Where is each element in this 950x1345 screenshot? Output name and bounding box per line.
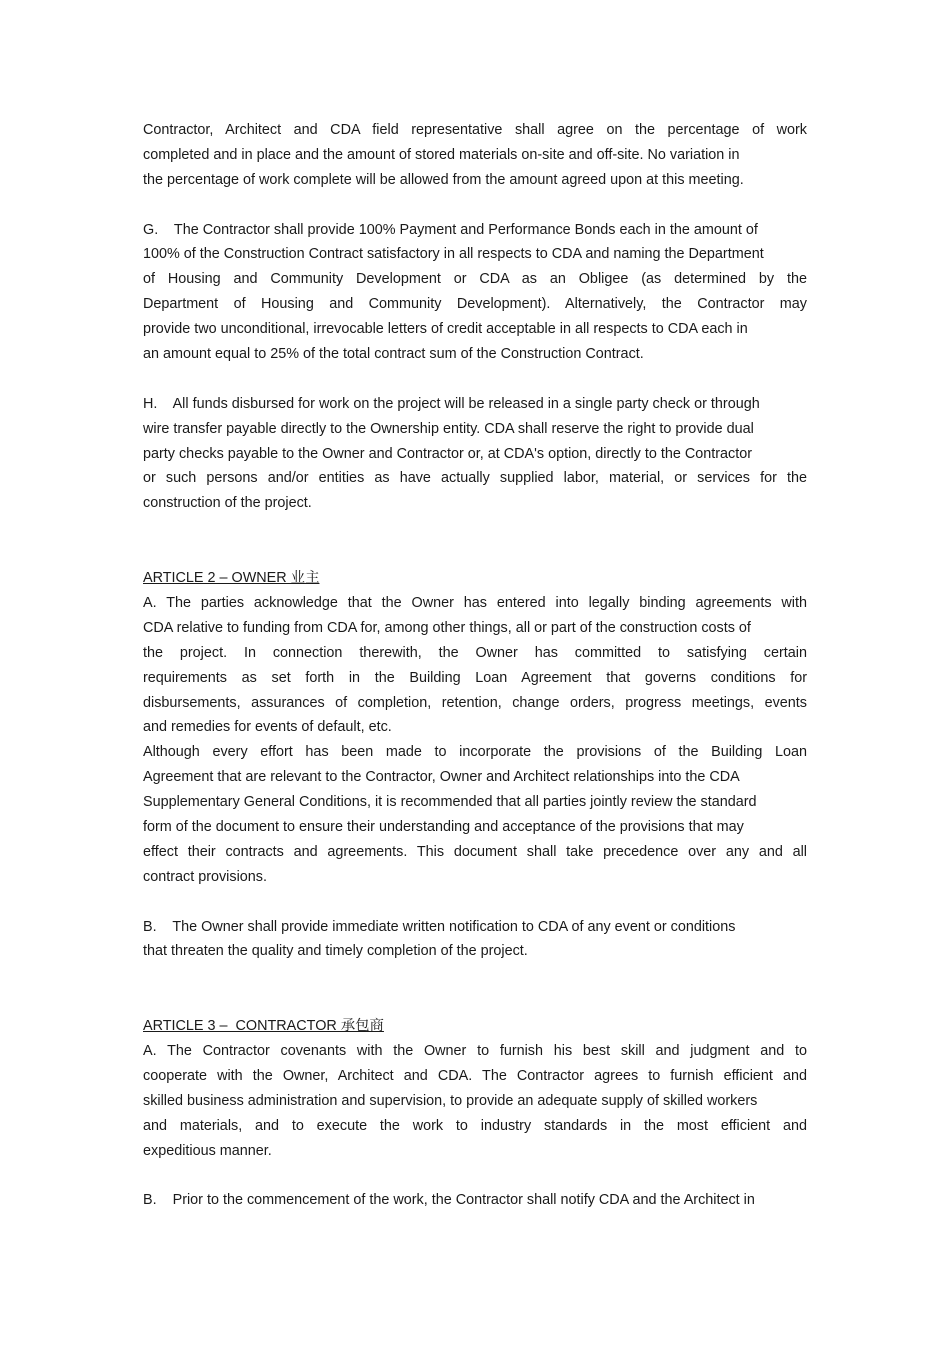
text-line: G. The Contractor shall provide 100% Payment and Performance Bonds each in the amount of bbox=[143, 221, 758, 238]
text-line: an amount equal to 25% of the total contract sum of the Construction Contract. bbox=[143, 346, 644, 363]
text-line: CDA relative to funding from CDA for, among other things, all or part of the construction costs of bbox=[143, 619, 751, 636]
article-3 bbox=[143, 1014, 807, 1213]
text-line: skilled business administration and supervision, to provide an adequate supply of skilled workers bbox=[143, 1092, 758, 1109]
text-line: Contractor, Architect and CDA field representative shall agree on the percentage of work bbox=[143, 122, 807, 138]
text-line: provide two unconditional, irrevocable letters of credit acceptable in all respects to CDA each in bbox=[143, 321, 748, 338]
text-line: the project. In connection therewith, the Owner has committed to satisfying certain bbox=[143, 644, 807, 661]
article-2 bbox=[143, 566, 807, 964]
paragraph-h bbox=[143, 392, 807, 516]
text-line: effect their contracts and agreements. This document shall take precedence over any and all bbox=[143, 843, 807, 860]
text-line: party checks payable to the Owner and Contractor or, at CDA's option, directly to the Contractor bbox=[143, 445, 753, 462]
text-line: construction of the project. bbox=[143, 495, 312, 512]
text-line: completed and in place and the amount of stored materials on-site and off-site. No variation in bbox=[143, 146, 740, 163]
text-line: wire transfer payable directly to the Ownership entity. CDA shall reserve the right to provide dual bbox=[143, 420, 754, 437]
text-line: requirements as set forth in the Building Loan Agreement that governs conditions for bbox=[143, 669, 807, 686]
text-line: cooperate with the Owner, Architect and CDA. The Contractor agrees to furnish efficient and bbox=[143, 1067, 807, 1084]
text-line: A. The Contractor covenants with the Owner to furnish his best skill and judgment and to bbox=[143, 1042, 807, 1059]
text-line: and remedies for events of default, etc. bbox=[143, 719, 392, 736]
text-line: disbursements, assurances of completion, retention, change orders, progress meetings, events bbox=[143, 694, 807, 711]
text-line: that threaten the quality and timely completion of the project. bbox=[143, 943, 528, 960]
document-page bbox=[143, 118, 807, 1213]
text-line: Department of Housing and Community Development). Alternatively, the Contractor may bbox=[143, 296, 807, 313]
text-line: H. All funds disbursed for work on the project will be released in a single party check or through bbox=[143, 395, 760, 412]
text-line: form of the document to ensure their understanding and acceptance of the provisions that may bbox=[143, 818, 744, 835]
text-line: B. Prior to the commencement of the work, the Contractor shall notify CDA and the Architect in bbox=[143, 1192, 755, 1209]
text-line: B. The Owner shall provide immediate written notification to CDA of any event or conditions bbox=[143, 918, 736, 935]
text-line: and materials, and to execute the work to industry standards in the most efficient and bbox=[143, 1117, 807, 1134]
paragraph-g bbox=[143, 218, 807, 367]
text-line: of Housing and Community Development or CDA as an Obligee (as determined by the bbox=[143, 271, 807, 288]
article-3-heading: ARTICLE 3 – CONTRACTOR 承包商 bbox=[143, 1018, 384, 1035]
text-line: or such persons and/or entities as have actually supplied labor, material, or services for the bbox=[143, 470, 807, 487]
text-line: Agreement that are relevant to the Contractor, Owner and Architect relationships into the CDA bbox=[143, 769, 740, 786]
text-line: expeditious manner. bbox=[143, 1142, 272, 1159]
text-line: 100% of the Construction Contract satisfactory in all respects to CDA and naming the Department bbox=[143, 246, 764, 263]
text-line: the percentage of work complete will be allowed from the amount agreed upon at this meeting. bbox=[143, 171, 744, 188]
text-line: Supplementary General Conditions, it is recommended that all parties jointly review the standard bbox=[143, 794, 757, 811]
text-line: Although every effort has been made to incorporate the provisions of the Building Loan bbox=[143, 744, 807, 761]
text-line: A. The parties acknowledge that the Owner has entered into legally binding agreements with bbox=[143, 594, 807, 611]
article-2-heading: ARTICLE 2 – OWNER 业主 bbox=[143, 570, 320, 587]
intro-paragraph bbox=[143, 118, 807, 193]
text-line: contract provisions. bbox=[143, 868, 267, 885]
